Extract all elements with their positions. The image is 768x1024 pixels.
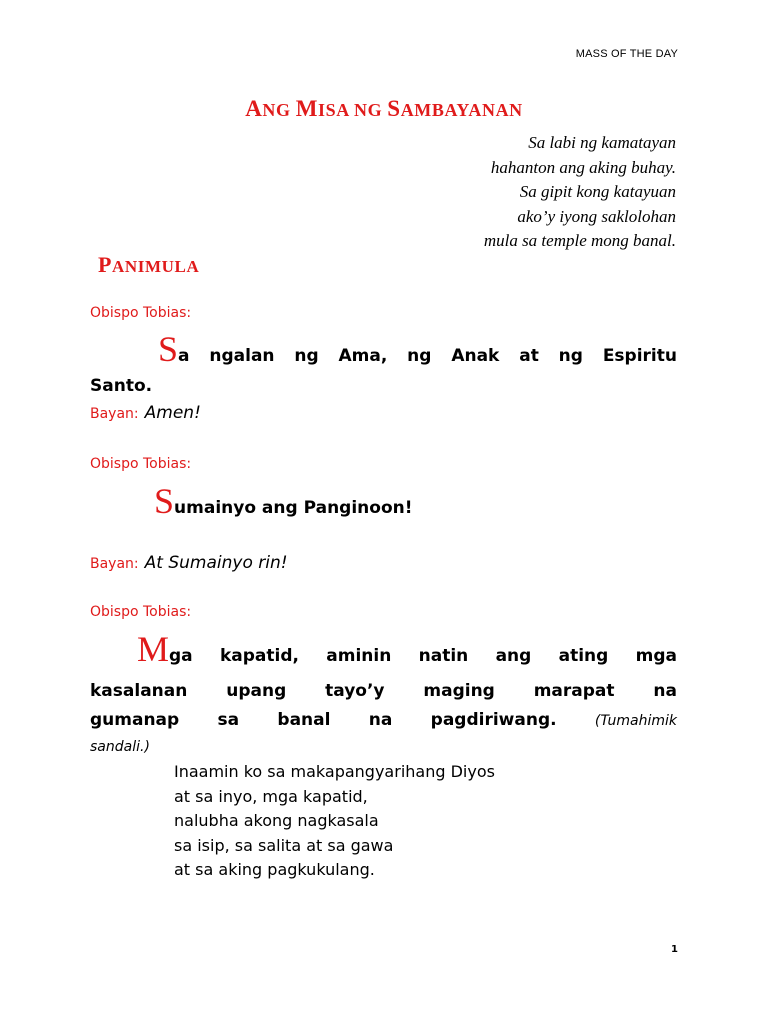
speaker-label: Bayan: — [90, 556, 139, 572]
response-text: Amen! — [144, 403, 201, 423]
prayer-line: Sumainyo ang Panginoon! — [154, 481, 413, 521]
confiteor-line: Inaamin ko sa makapangyarihang Diyos — [174, 762, 495, 781]
speaker-label: Obispo Tobias: — [90, 456, 192, 472]
prayer-line: Mga kapatid, aminin natin ang ating mga — [137, 629, 677, 669]
rubric-text: (Tumahimik — [594, 713, 677, 729]
title-initial-s: S — [387, 96, 401, 121]
response-line — [90, 403, 201, 423]
speaker-label: Obispo Tobias: — [90, 305, 192, 321]
antiphon-line: hahanton ang aking buhay. — [490, 157, 676, 177]
running-header: MASS OF THE DAY — [575, 48, 678, 60]
prayer-line: kasalanan upang tayo’y maging marapat na — [90, 681, 677, 701]
prayer-line — [90, 735, 677, 758]
prayer-sign-of-cross — [90, 329, 677, 398]
dropcap: M — [137, 629, 170, 669]
confiteor-line: at sa inyo, mga kapatid, — [174, 786, 368, 806]
title-rest-s: AMBAYANAN — [400, 100, 523, 120]
speaker-label: Bayan: — [90, 406, 139, 422]
confiteor-prayer — [174, 760, 495, 883]
section-initial: P — [98, 252, 113, 277]
confiteor-line: sa isip, sa salita at sa gawa — [174, 835, 394, 855]
dropcap: S — [158, 329, 179, 369]
prayer-line: gumanap sa banal na pagdiriwang. (Tumahimik — [90, 710, 677, 730]
speaker-label: Obispo Tobias: — [90, 604, 192, 620]
title-rest-a: NG — [262, 100, 296, 120]
antiphon-line: ako’y iyong saklolohan — [517, 206, 676, 226]
prayer-line: Sa ngalan ng Ama, ng Anak at ng Espiritu — [158, 329, 677, 369]
rubric-text: sandali.) — [90, 739, 150, 755]
confiteor-line: nalubha akong nagkasala — [174, 811, 379, 830]
confiteor-line: at sa aking pagkukulang. — [174, 860, 375, 879]
prayer-penitential-invitation — [90, 629, 677, 758]
section-rest: ANIMULA — [112, 257, 200, 276]
title-initial-m: M — [295, 96, 319, 121]
title-initial-a: A — [245, 96, 263, 121]
page-title — [0, 96, 768, 122]
response-text: At Sumainyo rin! — [144, 553, 288, 573]
prayer-line: Santo. — [90, 376, 153, 396]
dropcap: S — [154, 481, 175, 521]
response-line — [90, 553, 288, 573]
antiphon-line: mula sa temple mong banal. — [483, 231, 676, 250]
antiphon-line: Sa labi ng kamatayan — [528, 133, 676, 152]
page-number: 1 — [671, 944, 678, 955]
antiphon-line: Sa gipit kong katayuan — [519, 182, 676, 201]
prayer-greeting — [90, 481, 677, 526]
entrance-antiphon — [484, 131, 676, 254]
section-heading — [98, 252, 199, 278]
title-rest-m: ISA NG — [318, 100, 388, 120]
